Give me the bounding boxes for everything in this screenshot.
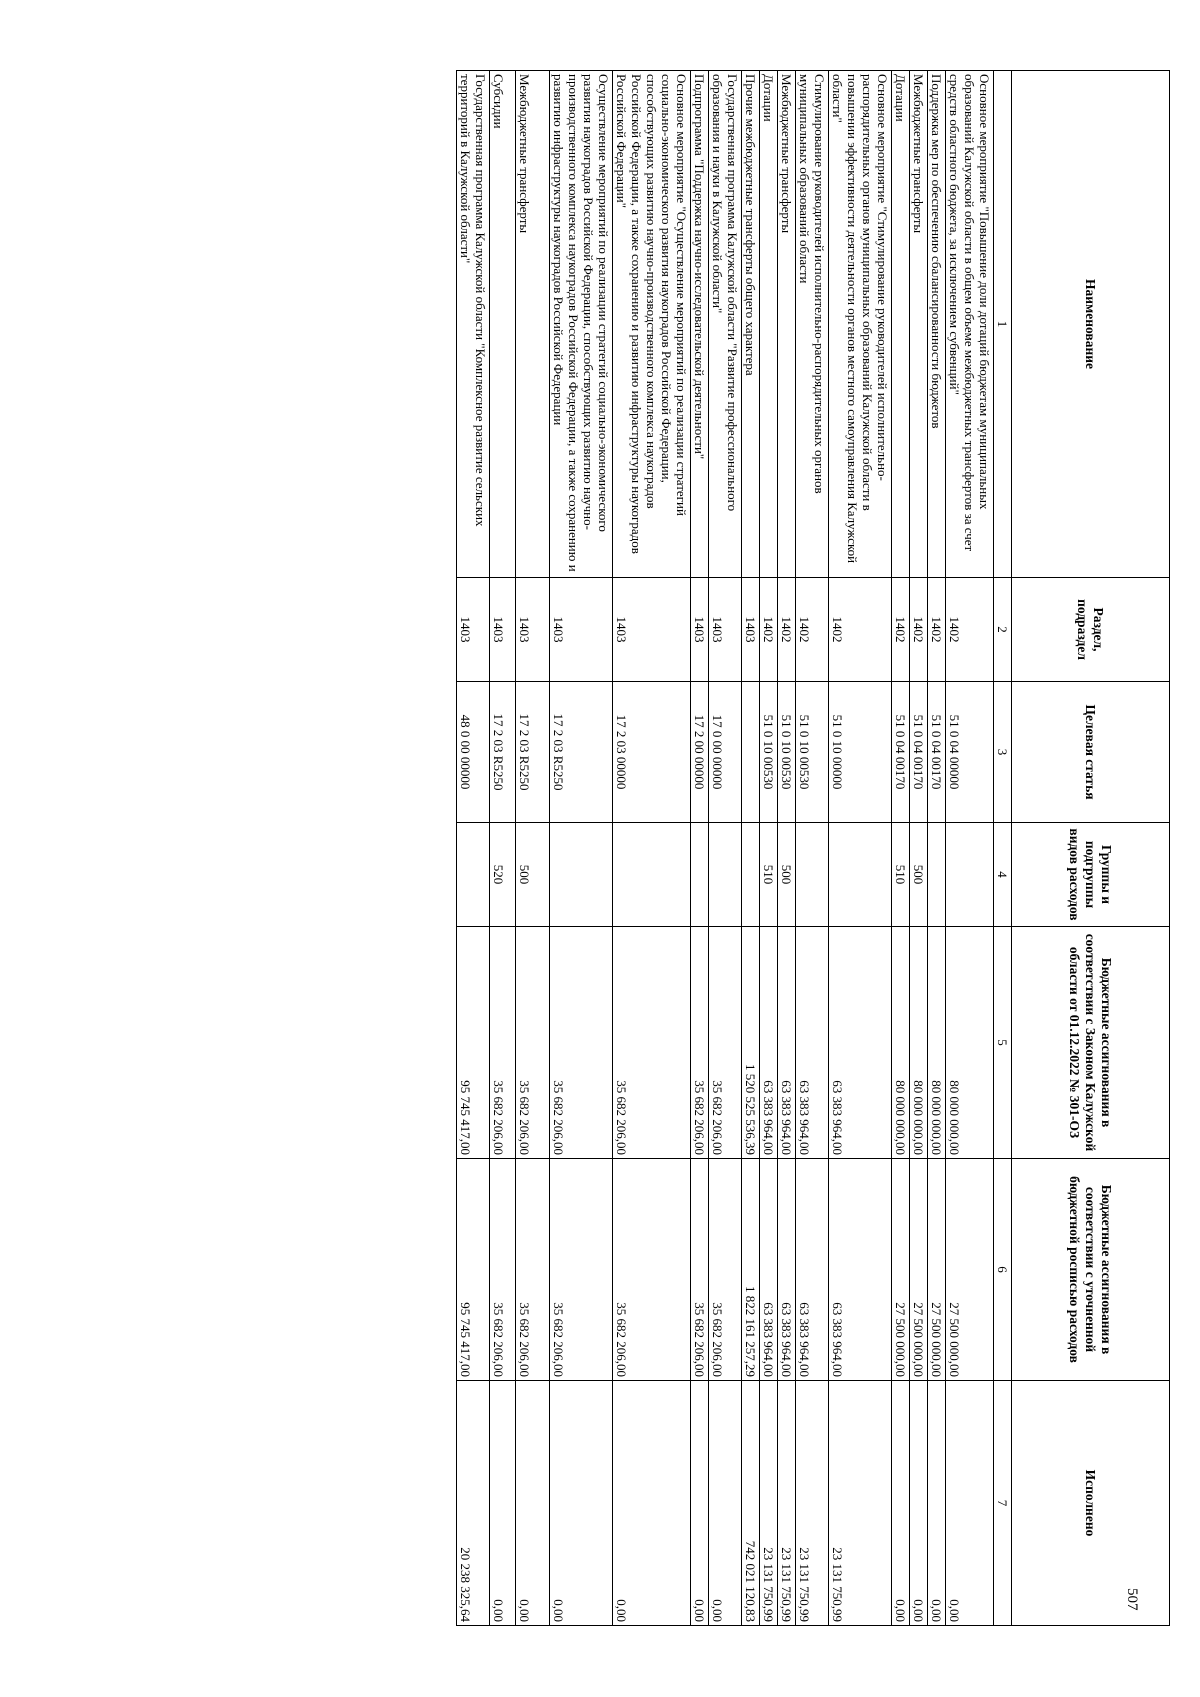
row-article: 51 0 10 00000 bbox=[829, 682, 892, 823]
row-plan-amount: 27 500 000,00 bbox=[928, 1159, 946, 1381]
row-law-amount: 1 520 525 536,39 bbox=[742, 927, 760, 1159]
header-name: Наименование bbox=[1012, 71, 1170, 578]
header-number-row bbox=[994, 71, 1012, 1626]
row-group: 510 bbox=[892, 823, 910, 927]
row-done-amount: 0,00 bbox=[709, 1381, 742, 1626]
row-law-amount: 80 000 000,00 bbox=[910, 927, 928, 1159]
row-done-amount: 0,00 bbox=[613, 1381, 691, 1626]
header-number: 6 bbox=[994, 1159, 1012, 1381]
row-done-amount: 0,00 bbox=[550, 1381, 613, 1626]
row-done-amount: 742 021 120,83 bbox=[742, 1381, 760, 1626]
row-law-amount: 35 682 206,00 bbox=[613, 927, 691, 1159]
row-section: 1402 bbox=[946, 578, 994, 682]
row-article: 51 0 10 00530 bbox=[796, 682, 829, 823]
row-group bbox=[457, 823, 490, 927]
row-name: Межбюджетные трансферты bbox=[910, 71, 928, 578]
header-number: 1 bbox=[994, 71, 1012, 578]
row-done-amount: 23 131 750,99 bbox=[796, 1381, 829, 1626]
row-group: 500 bbox=[516, 823, 550, 927]
row-law-amount: 80 000 000,00 bbox=[892, 927, 910, 1159]
row-law-amount: 63 383 964,00 bbox=[796, 927, 829, 1159]
header-done: Исполнено bbox=[1012, 1381, 1170, 1626]
table-row bbox=[928, 71, 946, 1626]
row-plan-amount: 1 822 161 257,29 bbox=[742, 1159, 760, 1381]
table-row bbox=[796, 71, 829, 1626]
row-name: Субсидии bbox=[490, 71, 516, 578]
row-done-amount: 0,00 bbox=[946, 1381, 994, 1626]
row-article: 51 0 04 00000 bbox=[946, 682, 994, 823]
row-plan-amount: 63 383 964,00 bbox=[829, 1159, 892, 1381]
row-article: 17 2 03 R5250 bbox=[490, 682, 516, 823]
row-group bbox=[928, 823, 946, 927]
row-section: 1402 bbox=[910, 578, 928, 682]
table-row bbox=[709, 71, 742, 1626]
row-plan-amount: 63 383 964,00 bbox=[796, 1159, 829, 1381]
table-row bbox=[613, 71, 691, 1626]
header-number: 5 bbox=[994, 927, 1012, 1159]
row-name: Межбюджетные трансферты bbox=[778, 71, 796, 578]
row-name: Государственная программа Калужской области "Развитие профессионального образования и науки в Калужской области" bbox=[709, 71, 742, 578]
header-group: Группы и подгруппы видов расходов bbox=[1012, 823, 1170, 927]
row-article: 51 0 10 00530 bbox=[760, 682, 778, 823]
row-group: 500 bbox=[778, 823, 796, 927]
row-section: 1402 bbox=[778, 578, 796, 682]
header-article: Целевая статья bbox=[1012, 682, 1170, 823]
row-plan-amount: 63 383 964,00 bbox=[778, 1159, 796, 1381]
header-number: 7 bbox=[994, 1381, 1012, 1626]
table-row bbox=[516, 71, 550, 1626]
row-section: 1403 bbox=[457, 578, 490, 682]
row-name: Основное мероприятие "Стимулирование руководителей исполнительно-распорядительных органов муниципальных образований Калужской области в повышении эффективности деятельности органов местного самоуправления Калужской области" bbox=[829, 71, 892, 578]
row-section: 1402 bbox=[892, 578, 910, 682]
row-article: 51 0 04 00170 bbox=[892, 682, 910, 823]
row-done-amount: 0,00 bbox=[490, 1381, 516, 1626]
row-plan-amount: 35 682 206,00 bbox=[691, 1159, 709, 1381]
page-number: 507 bbox=[1124, 1588, 1140, 1611]
row-done-amount: 23 131 750,99 bbox=[760, 1381, 778, 1626]
row-done-amount: 0,00 bbox=[516, 1381, 550, 1626]
row-group bbox=[946, 823, 994, 927]
row-done-amount: 0,00 bbox=[892, 1381, 910, 1626]
row-section: 1403 bbox=[490, 578, 516, 682]
row-section: 1402 bbox=[796, 578, 829, 682]
row-article: 17 0 00 00000 bbox=[709, 682, 742, 823]
row-article: 51 0 04 00170 bbox=[910, 682, 928, 823]
row-law-amount: 35 682 206,00 bbox=[516, 927, 550, 1159]
row-law-amount: 35 682 206,00 bbox=[550, 927, 613, 1159]
row-name: Дотации bbox=[760, 71, 778, 578]
row-law-amount: 35 682 206,00 bbox=[490, 927, 516, 1159]
row-group: 510 bbox=[760, 823, 778, 927]
table-row bbox=[829, 71, 892, 1626]
header-law: Бюджетные ассигнования в соответствии с Законом Калужской области от 01.12.2022 № 301-ОЗ bbox=[1012, 927, 1170, 1159]
row-name: Дотации bbox=[892, 71, 910, 578]
row-section: 1403 bbox=[550, 578, 613, 682]
budget-table bbox=[456, 70, 1170, 1626]
row-plan-amount: 95 745 417,00 bbox=[457, 1159, 490, 1381]
row-article: 48 0 00 00000 bbox=[457, 682, 490, 823]
row-section: 1402 bbox=[928, 578, 946, 682]
row-name: Основное мероприятие "Повышение доли дотаций бюджетам муниципальных образований Калужской области в общем объеме межбюджетных трансфертов за счет средств областного бюджета, за исключением субвенций" bbox=[946, 71, 994, 578]
row-article: 17 2 03 00000 bbox=[613, 682, 691, 823]
header-number: 3 bbox=[994, 682, 1012, 823]
row-done-amount: 23 131 750,99 bbox=[829, 1381, 892, 1626]
row-section: 1402 bbox=[829, 578, 892, 682]
row-plan-amount: 27 500 000,00 bbox=[910, 1159, 928, 1381]
table-row bbox=[742, 71, 760, 1626]
row-done-amount: 0,00 bbox=[910, 1381, 928, 1626]
row-article: 17 2 03 R5250 bbox=[550, 682, 613, 823]
row-section: 1403 bbox=[516, 578, 550, 682]
row-plan-amount: 35 682 206,00 bbox=[709, 1159, 742, 1381]
row-article: 17 2 03 R5250 bbox=[516, 682, 550, 823]
table-row bbox=[490, 71, 516, 1626]
row-plan-amount: 27 500 000,00 bbox=[892, 1159, 910, 1381]
row-group: 520 bbox=[490, 823, 516, 927]
row-law-amount: 63 383 964,00 bbox=[778, 927, 796, 1159]
table-row bbox=[910, 71, 928, 1626]
row-section: 1403 bbox=[709, 578, 742, 682]
row-article: 51 0 04 00170 bbox=[928, 682, 946, 823]
rotated-page bbox=[456, 70, 1170, 1625]
row-name: Межбюджетные трансферты bbox=[516, 71, 550, 578]
row-group bbox=[691, 823, 709, 927]
table-row bbox=[691, 71, 709, 1626]
row-group bbox=[796, 823, 829, 927]
row-section: 1403 bbox=[613, 578, 691, 682]
row-plan-amount: 35 682 206,00 bbox=[516, 1159, 550, 1381]
row-law-amount: 80 000 000,00 bbox=[928, 927, 946, 1159]
table-row bbox=[946, 71, 994, 1626]
row-section: 1403 bbox=[742, 578, 760, 682]
row-group bbox=[742, 823, 760, 927]
row-plan-amount: 35 682 206,00 bbox=[550, 1159, 613, 1381]
row-done-amount: 23 131 750,99 bbox=[778, 1381, 796, 1626]
table-row bbox=[457, 71, 490, 1626]
row-name: Основное мероприятие "Осуществление мероприятий по реализации стратегий социально-экономического развития наукоградов Российской Федерации, способствующих развитию научно-производственного комплекса наукоградов Российской Федерации, а также сохранению и развитию инфраструктуры наукоградов Российской Федерации" bbox=[613, 71, 691, 578]
row-article bbox=[742, 682, 760, 823]
row-done-amount: 0,00 bbox=[928, 1381, 946, 1626]
row-name: Государственная программа Калужской области "Комплексное развитие сельских территорий в Калужской области" bbox=[457, 71, 490, 578]
header-row bbox=[1012, 71, 1170, 1626]
row-group bbox=[829, 823, 892, 927]
row-law-amount: 63 383 964,00 bbox=[760, 927, 778, 1159]
header-section: Раздел, подраздел bbox=[1012, 578, 1170, 682]
row-name: Стимулирование руководителей исполнительно-распорядительных органов муниципальных образований области bbox=[796, 71, 829, 578]
table-row bbox=[778, 71, 796, 1626]
row-article: 51 0 10 00530 bbox=[778, 682, 796, 823]
row-group bbox=[550, 823, 613, 927]
row-name: Подпрограмма "Поддержка научно-исследовательской деятельности" bbox=[691, 71, 709, 578]
row-section: 1403 bbox=[691, 578, 709, 682]
row-group bbox=[613, 823, 691, 927]
table-row bbox=[550, 71, 613, 1626]
row-law-amount: 95 745 417,00 bbox=[457, 927, 490, 1159]
header-plan: Бюджетные ассигнования в соответствии с уточненной бюджетной росписью расходов bbox=[1012, 1159, 1170, 1381]
header-number: 4 bbox=[994, 823, 1012, 927]
row-group: 500 bbox=[910, 823, 928, 927]
row-plan-amount: 35 682 206,00 bbox=[490, 1159, 516, 1381]
row-name: Осуществление мероприятий по реализации стратегий социально-экономического развития наукоградов Российской Федерации, способствующих развитию научно-производственного комплекса наукоградов Российской Федерации, а также сохранению и развитию инфраструктуры наукоградов Российской Федерации bbox=[550, 71, 613, 578]
row-section: 1402 bbox=[760, 578, 778, 682]
table-row bbox=[892, 71, 910, 1626]
row-group bbox=[709, 823, 742, 927]
row-plan-amount: 35 682 206,00 bbox=[613, 1159, 691, 1381]
row-name: Поддержка мер по обеспечению сбалансированности бюджетов bbox=[928, 71, 946, 578]
row-law-amount: 35 682 206,00 bbox=[691, 927, 709, 1159]
row-law-amount: 35 682 206,00 bbox=[709, 927, 742, 1159]
row-article: 17 2 00 00000 bbox=[691, 682, 709, 823]
row-name: Прочие межбюджетные трансферты общего характера bbox=[742, 71, 760, 578]
row-law-amount: 63 383 964,00 bbox=[829, 927, 892, 1159]
row-done-amount: 20 238 325,64 bbox=[457, 1381, 490, 1626]
row-done-amount: 0,00 bbox=[691, 1381, 709, 1626]
row-plan-amount: 63 383 964,00 bbox=[760, 1159, 778, 1381]
row-law-amount: 80 000 000,00 bbox=[946, 927, 994, 1159]
header-number: 2 bbox=[994, 578, 1012, 682]
table-row bbox=[760, 71, 778, 1626]
row-plan-amount: 27 500 000,00 bbox=[946, 1159, 994, 1381]
